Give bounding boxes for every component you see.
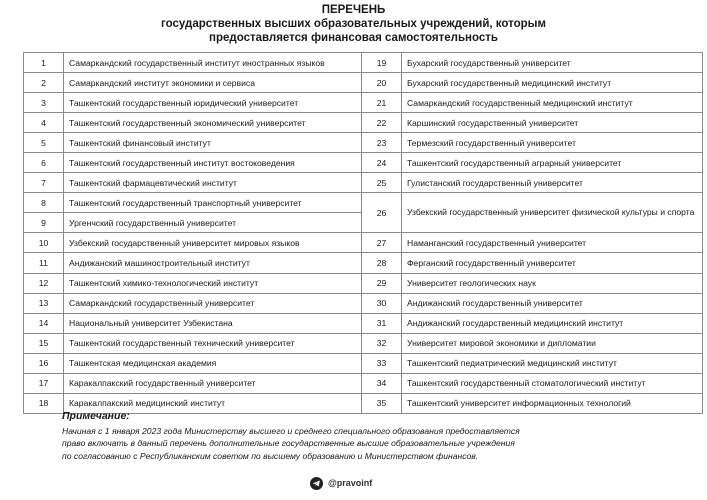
table-row [24,93,703,113]
institution-name: Ташкентский государственный аграрный университет [402,153,703,173]
note-line-2: право включать в данный перечень дополнительные государственные высшие образовательные учреждения [62,438,515,448]
title-line-2: государственных высших образовательных учреждений, которым [161,18,546,30]
institution-name: Бухарский государственный медицинский институт [402,73,703,93]
table-row [24,373,703,393]
row-number: 4 [24,113,64,133]
institution-name: Ташкентский государственный институт востоковедения [64,153,362,173]
note-line-1: Начиная с 1 января 2023 года Министерству высшего и среднего специального образования предоставляется [62,425,520,436]
institutions-table [23,52,703,414]
institution-name: Ургенчский государственный университет [64,213,362,233]
institution-name: Ташкентский педиатрический медицинский институт [402,353,703,373]
institution-name: Университет мировой экономики и дипломатии [402,333,703,353]
institution-name: Узбекский государственный университет физической культуры и спорта [402,193,703,233]
table-row [24,313,703,333]
row-number: 8 [24,193,64,213]
institution-name: Ташкентский университет информационных технологий [402,393,703,413]
table-row [24,193,703,213]
institution-name: Университет геологических наук [402,273,703,293]
row-number: 13 [24,293,64,313]
row-number: 15 [24,333,64,353]
table-row [24,353,703,373]
row-number: 20 [362,73,402,93]
row-number: 3 [24,93,64,113]
table-row [24,113,703,133]
row-number: 29 [362,273,402,293]
row-number: 31 [362,313,402,333]
row-number: 7 [24,173,64,193]
row-number: 10 [24,233,64,253]
institution-name: Ташкентский государственный экономический университет [64,113,362,133]
row-number: 23 [362,133,402,153]
row-number: 32 [362,333,402,353]
row-number: 25 [362,173,402,193]
row-number: 28 [362,253,402,273]
table-row [24,73,703,93]
institution-name: Ташкентский финансовый институт [64,133,362,153]
row-number: 30 [362,293,402,313]
institution-name: Термезский государственный университет [402,133,703,153]
row-number: 2 [24,73,64,93]
row-number: 18 [24,393,64,413]
handle-text: @pravoinf [328,478,373,488]
table-row [24,233,703,253]
row-number: 35 [362,393,402,413]
row-number: 16 [24,353,64,373]
institution-name: Национальный университет Узбекистана [64,313,362,333]
institution-name: Ферганский государственный университет [402,253,703,273]
table-row [24,133,703,153]
institution-name: Самаркандский институт экономики и сервиса [64,73,362,93]
note-block [62,410,662,462]
table-row [24,273,703,293]
institution-name: Каракалпакский государственный университет [64,373,362,393]
row-number: 9 [24,213,64,233]
row-number: 6 [24,153,64,173]
institution-name: Андижанский машиностроительный институт [64,253,362,273]
institution-name: Ташкентский химико-технологический институт [64,273,362,293]
institution-name: Ташкентский фармацевтический институт [64,173,362,193]
table-row [24,293,703,313]
channel-handle[interactable] [310,474,372,492]
institution-name: Андижанский государственный медицинский институт [402,313,703,333]
institution-name: Ташкентская медицинская академия [64,353,362,373]
institution-name: Каршинский государственный университет [402,113,703,133]
institution-name: Андижанский государственный университет [402,293,703,313]
institution-name: Ташкентский государственный стоматологический институт [402,373,703,393]
row-number: 12 [24,273,64,293]
row-number: 14 [24,313,64,333]
institution-name: Узбекский государственный университет мировых языков [64,233,362,253]
table-row [24,253,703,273]
institution-name: Ташкентский государственный транспортный университет [64,193,362,213]
row-number: 1 [24,53,64,73]
row-number: 24 [362,153,402,173]
institution-name: Наманганский государственный университет [402,233,703,253]
institution-name: Ташкентский государственный юридический университет [64,93,362,113]
row-number: 26 [362,193,402,233]
table-row [24,173,703,193]
institution-name: Бухарский государственный университет [402,53,703,73]
row-number: 19 [362,53,402,73]
row-number: 27 [362,233,402,253]
row-number: 22 [362,113,402,133]
row-number: 33 [362,353,402,373]
title-line-1: ПЕРЕЧЕНЬ [321,4,386,16]
table-row [24,333,703,353]
row-number: 11 [24,253,64,273]
row-number: 17 [24,373,64,393]
institution-name: Каракалпакский медицинский институт [64,393,362,413]
institution-name: Ташкентский государственный технический университет [64,333,362,353]
institution-name: Самаркандский государственный университет [64,293,362,313]
row-number: 5 [24,133,64,153]
title-line-3: предоставляется финансовая самостоятельность [209,32,498,44]
table-row [24,53,703,73]
row-number: 21 [362,93,402,113]
row-number: 34 [362,373,402,393]
document-title [0,3,707,45]
note-title: Примечание: [62,410,130,422]
table-row [24,153,703,173]
institution-name: Самаркандский государственный медицинский институт [402,93,703,113]
note-line-3: по согласованию с Республиканским советом по высшему образованию и Министерством финансов. [62,450,479,461]
institution-name: Гулистанский государственный университет [402,173,703,193]
telegram-icon [310,477,323,490]
institution-name: Самаркандский государственный институт иностранных языков [64,53,362,73]
